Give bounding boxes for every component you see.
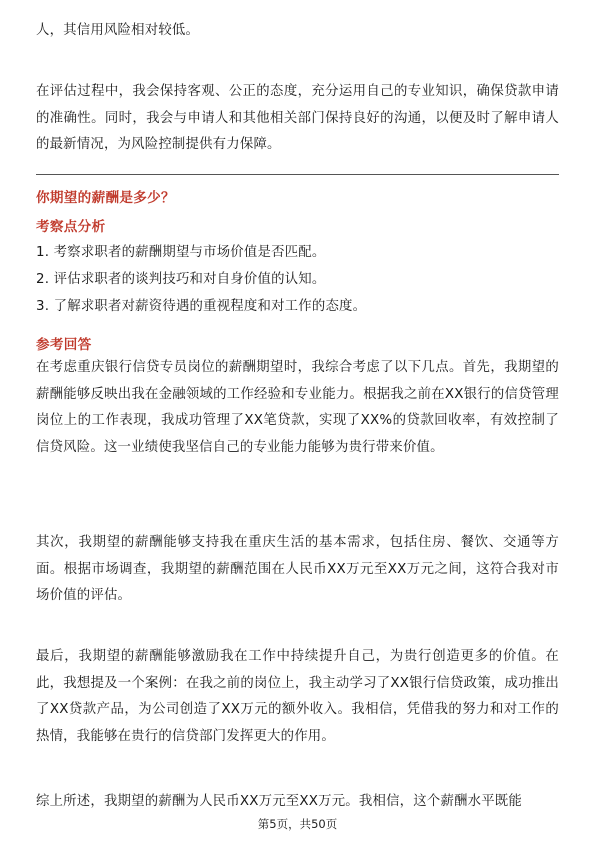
paragraph-continuation: 人，其信用风险相对较低。 [36,23,200,38]
analysis-item: 1. 考察求职者的薪酬期望与市场价值是否匹配。 [36,245,326,260]
answer-paragraph: 其次，我期望的薪酬能够支持我在重庆生活的基本需求，包括住房、餐饮、交通等方面。根据市场调查，我期望的薪酬范围在人民币XX万元至XX万元之间，这符合我对市场价值的评估。 [36,535,559,603]
question-title: 你期望的薪酬是多少？ [36,190,175,206]
answer-heading: 参考回答 [36,337,92,353]
answer-paragraph: 在考虑重庆银行信贷专员岗位的薪酬期望时，我综合考虑了以下几点。首先，我期望的薪酬能够反映出我在金融领域的工作经验和专业能力。根据我之前在XX银行的信贷管理岗位上的工作表现，我成功管理了XX笔贷款，实现了XX%的贷款回收率，有效控制了信贷风险。这一业绩使我坚信自己的专业能力能够为贵行带来价值。 [36,360,559,455]
paragraph-evaluation-process: 在评估过程中，我会保持客观、公正的态度，充分运用自己的专业知识，确保贷款申请的准确性。同时，我会与申请人和其他相关部门保持良好的沟通，以便及时了解申请人的最新情况，为风险控制提供有力保障。 [36,84,559,152]
page-number-footer: 第5页，共50页 [257,817,338,831]
analysis-list [36,239,559,320]
analysis-heading: 考察点分析 [36,219,106,235]
analysis-item: 3. 了解求职者对薪资待遇的重视程度和对工作的态度。 [36,299,367,314]
section-divider [36,174,559,175]
answer-paragraph: 综上所述，我期望的薪酬为人民币XX万元至XX万元。我相信，这个薪酬水平既能 [36,794,522,809]
answer-paragraph: 最后，我期望的薪酬能够激励我在工作中持续提升自己，为贵行创造更多的价值。在此，我想提及一个案例：在我之前的岗位上，我主动学习了XX银行信贷政策，成功推出了XX贷款产品，为公司创造了XX万元的额外收入。我相信，凭借我的努力和对工作的热情，我能够在贵行的信贷部门发挥更大的作用。 [36,649,559,744]
analysis-item: 2. 评估求职者的谈判技巧和对自身价值的认知。 [36,272,326,287]
